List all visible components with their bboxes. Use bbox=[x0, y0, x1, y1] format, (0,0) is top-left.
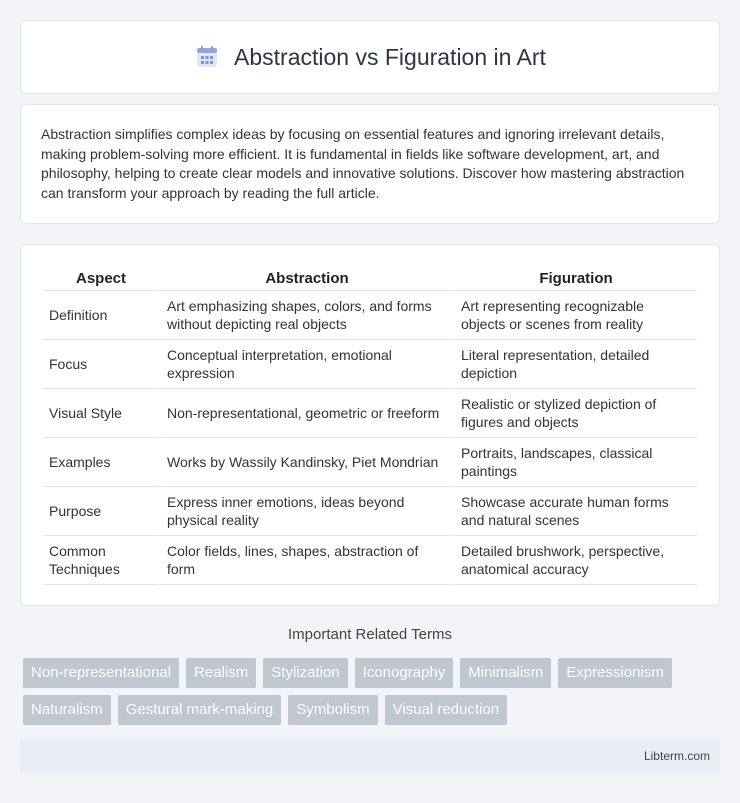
term-tag[interactable]: Visual reduction bbox=[385, 695, 507, 725]
term-tag[interactable]: Gestural mark-making bbox=[118, 695, 282, 725]
footer bbox=[20, 739, 720, 773]
table-row bbox=[43, 291, 697, 340]
figuration-cell: Realistic or stylized depiction of figures and objects bbox=[453, 389, 697, 438]
related-terms-list bbox=[23, 658, 723, 732]
figuration-cell: Literal representation, detailed depiction bbox=[453, 340, 697, 389]
aspect-cell: Focus bbox=[43, 340, 159, 389]
comparison-table-card bbox=[20, 244, 720, 606]
abstraction-cell: Non-representational, geometric or freeform bbox=[159, 389, 453, 438]
aspect-cell: Definition bbox=[43, 291, 159, 340]
title-card bbox=[20, 20, 720, 94]
table-row bbox=[43, 389, 697, 438]
figuration-cell: Detailed brushwork, perspective, anatomical accuracy bbox=[453, 536, 697, 585]
figuration-cell: Portraits, landscapes, classical paintings bbox=[453, 438, 697, 487]
term-tag[interactable]: Stylization bbox=[263, 658, 347, 688]
aspect-cell: Common Techniques bbox=[43, 536, 159, 585]
intro-card bbox=[20, 104, 720, 224]
comparison-table bbox=[43, 265, 697, 585]
page-title: Abstraction vs Figuration in Art bbox=[234, 43, 546, 70]
aspect-cell: Examples bbox=[43, 438, 159, 487]
term-tag[interactable]: Non-representational bbox=[23, 658, 179, 688]
header-aspect: Aspect bbox=[43, 265, 159, 291]
table-row bbox=[43, 487, 697, 536]
table-row bbox=[43, 536, 697, 585]
header-figuration: Figuration bbox=[453, 265, 697, 291]
term-tag[interactable]: Symbolism bbox=[288, 695, 377, 725]
abstraction-cell: Works by Wassily Kandinsky, Piet Mondrian bbox=[159, 438, 453, 487]
figuration-cell: Showcase accurate human forms and natural scenes bbox=[453, 487, 697, 536]
intro-text: Abstraction simplifies complex ideas by focusing on essential features and ignoring irrelevant details, making problem-solving more efficient. It is fundamental in fields like software development, art, and philosophy, helping to create clear models and innovative solutions. Discover how mastering abstraction can transform your approach by reading the full article. bbox=[41, 126, 685, 201]
abstraction-cell: Color fields, lines, shapes, abstraction of form bbox=[159, 536, 453, 585]
abstraction-cell: Express inner emotions, ideas beyond physical reality bbox=[159, 487, 453, 536]
term-tag[interactable]: Realism bbox=[186, 658, 256, 688]
figuration-cell: Art representing recognizable objects or scenes from reality bbox=[453, 291, 697, 340]
term-tag[interactable]: Iconography bbox=[355, 658, 454, 688]
abstraction-cell: Conceptual interpretation, emotional expression bbox=[159, 340, 453, 389]
footer-site-link[interactable]: Libterm.com bbox=[643, 749, 710, 763]
calendar-grid-icon bbox=[194, 44, 220, 70]
term-tag[interactable]: Naturalism bbox=[23, 695, 111, 725]
abstraction-cell: Art emphasizing shapes, colors, and forms without depicting real objects bbox=[159, 291, 453, 340]
table-row bbox=[43, 340, 697, 389]
header-abstraction: Abstraction bbox=[159, 265, 453, 291]
table-row bbox=[43, 438, 697, 487]
related-terms-title: Important Related Terms bbox=[288, 626, 452, 643]
aspect-cell: Visual Style bbox=[43, 389, 159, 438]
aspect-cell: Purpose bbox=[43, 487, 159, 536]
table-header-row bbox=[43, 265, 697, 291]
term-tag[interactable]: Minimalism bbox=[460, 658, 551, 688]
term-tag[interactable]: Expressionism bbox=[558, 658, 672, 688]
